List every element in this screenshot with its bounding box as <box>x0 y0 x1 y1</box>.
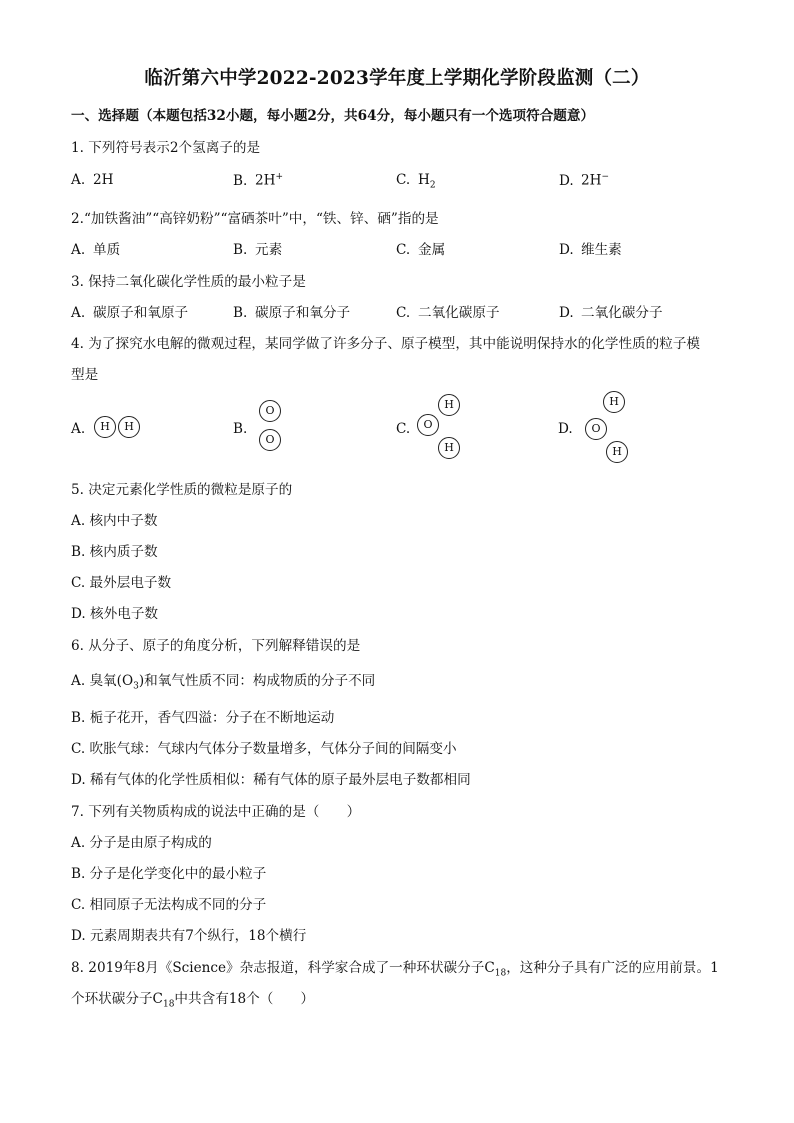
q7-option-c[interactable]: C. 相同原子无法构成不同的分子 <box>71 897 267 913</box>
q4-option-b-letter[interactable]: B. <box>233 421 248 437</box>
question-3-stem: 3. 保持二氧化碳化学性质的最小粒子是 <box>71 274 306 290</box>
hydrogen-atom: H <box>606 441 628 463</box>
q2-option-b[interactable]: B. 元素 <box>233 242 283 258</box>
hydrogen-atom: H <box>438 437 460 459</box>
q5-option-b[interactable]: B. 核内质子数 <box>71 544 158 560</box>
q4-option-a-letter[interactable]: A. <box>71 421 86 437</box>
q3-option-b[interactable]: B. 碳原子和氧分子 <box>233 305 351 321</box>
q1-option-a[interactable]: A. 2H <box>71 172 114 188</box>
question-4-stem-line-1: 4. 为了探究水电解的微观过程，某同学做了许多分子、原子模型，其中能说明保持水的化学性质的粒子模 <box>71 336 701 352</box>
q4-option-c-letter[interactable]: C. <box>396 421 411 437</box>
q3-option-a[interactable]: A. 碳原子和氧原子 <box>71 305 189 321</box>
q6-option-c[interactable]: C. 吹胀气球：气球内气体分子数量增多，气体分子间的间隔变小 <box>71 741 457 757</box>
q3-option-c[interactable]: C. 二氧化碳原子 <box>396 305 500 321</box>
q4-option-d-letter[interactable]: D. <box>558 421 573 437</box>
q1-option-c[interactable]: C. $H_2$ <box>396 172 436 191</box>
question-1-options <box>71 172 731 192</box>
question-7-stem: 7. 下列有关物质构成的说法中正确的是（ ） <box>71 804 361 820</box>
q2-option-d[interactable]: D. 维生素 <box>559 242 622 258</box>
q7-option-b[interactable]: B. 分子是化学变化中的最小粒子 <box>71 866 267 882</box>
section-heading: 一、选择题（本题包括32小题，每小题2分，共64分，每小题只有一个选项符合题意） <box>71 108 595 124</box>
oxygen-atom: O <box>259 400 281 422</box>
question-6-stem: 6. 从分子、原子的角度分析，下列解释错误的是 <box>71 638 361 654</box>
q2-option-a[interactable]: A. 单质 <box>71 242 121 258</box>
q7-option-a[interactable]: A. 分子是由原子构成的 <box>71 835 212 851</box>
q1-option-b[interactable]: B. 2H+ <box>233 172 284 189</box>
hydrogen-atom: H <box>438 394 460 416</box>
q5-option-d[interactable]: D. 核外电子数 <box>71 606 159 622</box>
question-3-options <box>71 301 731 321</box>
q7-option-d[interactable]: D. 元素周期表共有7个纵行，18个横行 <box>71 928 307 944</box>
q6-option-d[interactable]: D. 稀有气体的化学性质相似：稀有气体的原子最外层电子数都相同 <box>71 772 471 788</box>
question-5-stem: 5. 决定元素化学性质的微粒是原子的 <box>71 482 293 498</box>
hydrogen-atom: H <box>603 391 625 413</box>
oxygen-atom: O <box>259 429 281 451</box>
q5-option-a[interactable]: A. 核内中子数 <box>71 513 158 529</box>
q6-option-a[interactable]: A. 臭氧$(O_3)$和氧气性质不同：构成物质的分子不同 <box>71 673 376 692</box>
page-title: 临沂第六中学2022-2023学年度上学期化学阶段监测（二） <box>144 68 650 89</box>
question-8-stem-line-1: 8. 2019年8月《Science》杂志报道，科学家合成了一种环状碳分子$C_{18}$，这种分子具有广泛的应用前景。1 <box>71 960 719 979</box>
question-4-stem-line-2: 型是 <box>71 367 99 383</box>
oxygen-atom: O <box>417 414 439 436</box>
oxygen-atom: O <box>585 418 607 440</box>
hydrogen-atom: H <box>94 416 116 438</box>
q2-option-c[interactable]: C. 金属 <box>396 242 446 258</box>
q5-option-c[interactable]: C. 最外层电子数 <box>71 575 172 591</box>
q3-option-d[interactable]: D. 二氧化碳分子 <box>559 305 663 321</box>
q1-option-d[interactable]: D. 2H− <box>559 172 610 189</box>
question-1-stem: 1. 下列符号表示2个氢离子的是 <box>71 140 261 156</box>
question-2-options <box>71 238 731 258</box>
q6-option-b[interactable]: B. 栀子花开，香气四溢：分子在不断地运动 <box>71 710 335 726</box>
hydrogen-atom: H <box>118 416 140 438</box>
question-8-stem-line-2: 个环状碳分子$C_{18}$中共含有18个（ ） <box>71 991 315 1010</box>
question-2-stem: 2.“加铁酱油”“高锌奶粉”“富硒茶叶”中，“铁、锌、硒”指的是 <box>71 211 439 227</box>
